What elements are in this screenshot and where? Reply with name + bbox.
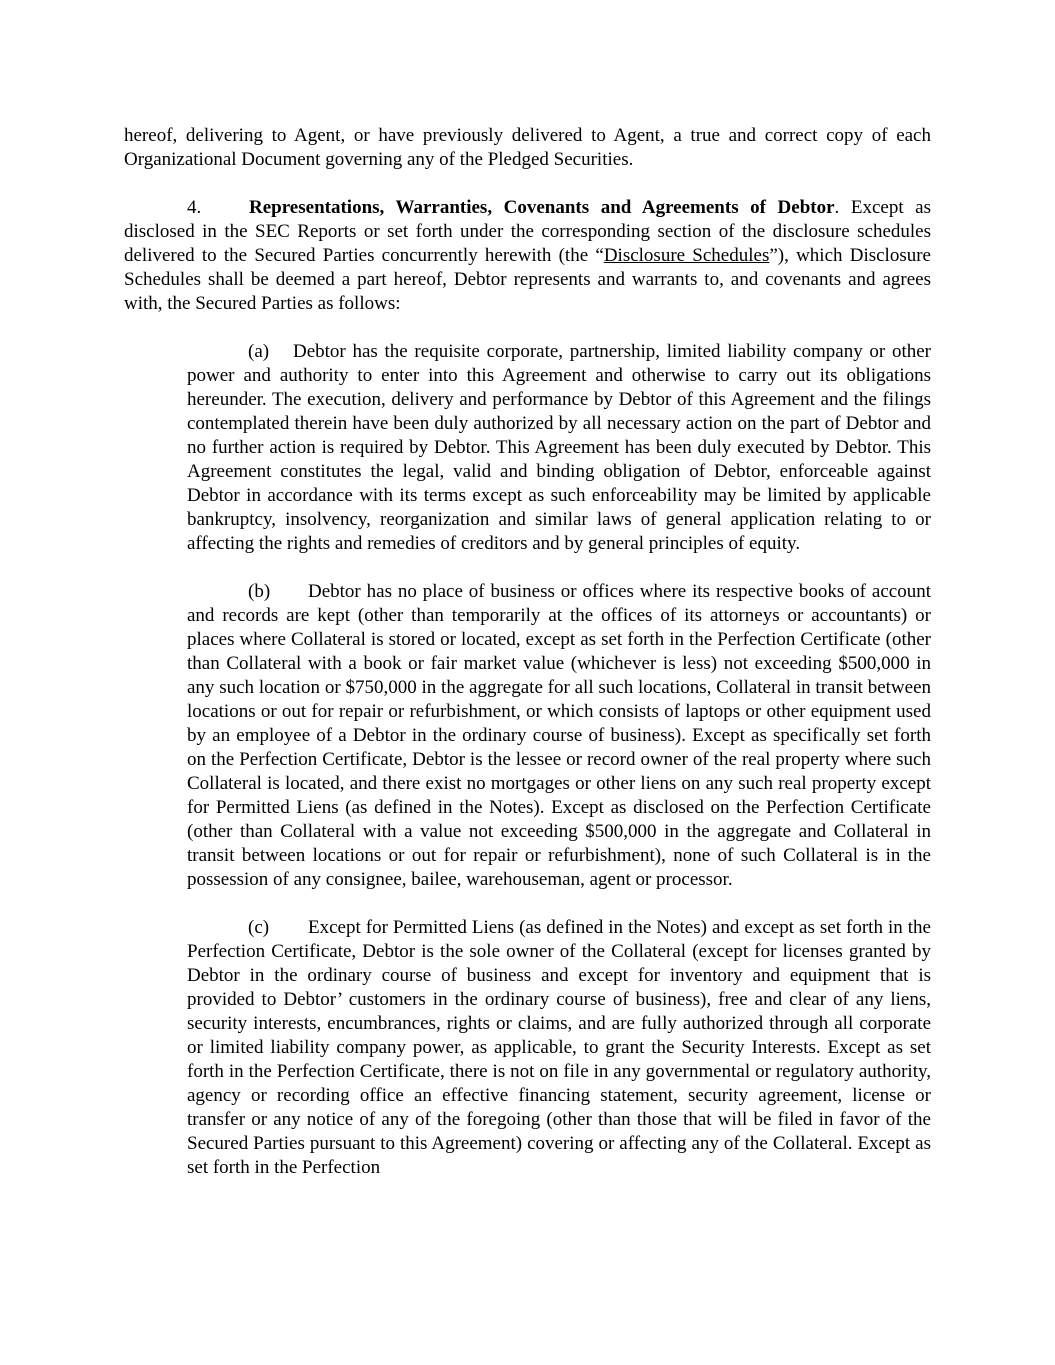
clause-text: Debtor has the requisite corporate, partnership, limited liability company or other power and authority to enter into this Agreement and otherwise to carry out its obligations hereunder. The execution, delivery and performance by Debtor of this Agreement and the filings contemplated therein have been duly authorized by all necessary action on the part of Debtor and no further action is required by Debtor. This Agreement has been duly executed by Debtor. This Agreement constitutes the legal, valid and binding obligation of Debtor, enforceable against Debtor in accordance with its terms except as such enforceability may be limited by applicable bankruptcy, insolvency, reorganization and similar laws of general application relating to or affecting the rights and remedies of creditors and by general principles of equity. (187, 341, 931, 554)
clause-a (187, 340, 931, 556)
clause-text: Except for Permitted Liens (as defined in the Notes) and except as set forth in the Perfection Certificate, Debtor is the sole owner of the Collateral (except for licenses granted by Debtor in the ordinary course of business and except for inventory and equipment that is provided to Debtor’ customers in the ordinary course of business), free and clear of any liens, security interests, encumbrances, rights or claims, and are fully authorized through all corporate or limited liability company power, as applicable, to grant the Security Interests. Except as set forth in the Perfection Certificate, there is not on file in any governmental or regulatory authority, agency or recording office an effective financing statement, security agreement, license or transfer or any notice of any of the foregoing (other than those that will be filed in favor of the Secured Parties pursuant to this Agreement) covering or affecting any of the Collateral. Except as set forth in the Perfection (187, 917, 931, 1178)
section-number: 4. (187, 197, 202, 218)
clause-label: (a) (248, 341, 270, 362)
section-text-after: ”), which Disclosure Schedules shall be deemed a part hereof, Debtor represents and warrants to, and covenants and agrees with, the Secured Parties as follows: (124, 245, 931, 314)
clause-c (187, 916, 931, 1180)
clause-label: (b) (248, 581, 271, 602)
clause-b (187, 580, 931, 892)
defined-term: Disclosure Schedules (603, 245, 770, 266)
clause-text: Debtor has no place of business or offices where its respective books of account and records are kept (other than temporarily at the offices of its attorneys or accountants) or places where Collateral is stored or located, except as set forth in the Perfection Certificate (other than Collateral with a book or fair market value (whichever is less) not exceeding $500,000 in any such location or $750,000 in the aggregate for all such locations, Collateral in transit between locations or out for repair or refurbishment, or which consists of laptops or other equipment used by an employee of a Debtor in the ordinary course of business). Except as specifically set forth on the Perfection Certificate, Debtor is the lessee or record owner of the real property where such Collateral is located, and there exist no mortgages or other liens on any such real property except for Permitted Liens (as defined in the Notes). Except as disclosed on the Perfection Certificate (other than Collateral with a value not exceeding $500,000 in the aggregate and Collateral in transit between locations or out for repair or refurbishment), none of such Collateral is in the possession of any consignee, bailee, warehouseman, agent or processor. (187, 581, 931, 890)
clause-label: (c) (248, 917, 270, 938)
section-4-paragraph (124, 196, 931, 316)
document-page (124, 124, 931, 1204)
section-text-before: . Except as disclosed in the SEC Reports or set forth under the corresponding section of the disclosure schedules delivered to the Secured Parties concurrently herewith (the “ (124, 197, 932, 266)
intro-paragraph: hereof, delivering to Agent, or have previously delivered to Agent, a true and correct copy of each Organizational Document governing any of the Pledged Securities. (124, 125, 931, 170)
section-heading: Representations, Warranties, Covenants and Agreements of Debtor (249, 197, 835, 218)
